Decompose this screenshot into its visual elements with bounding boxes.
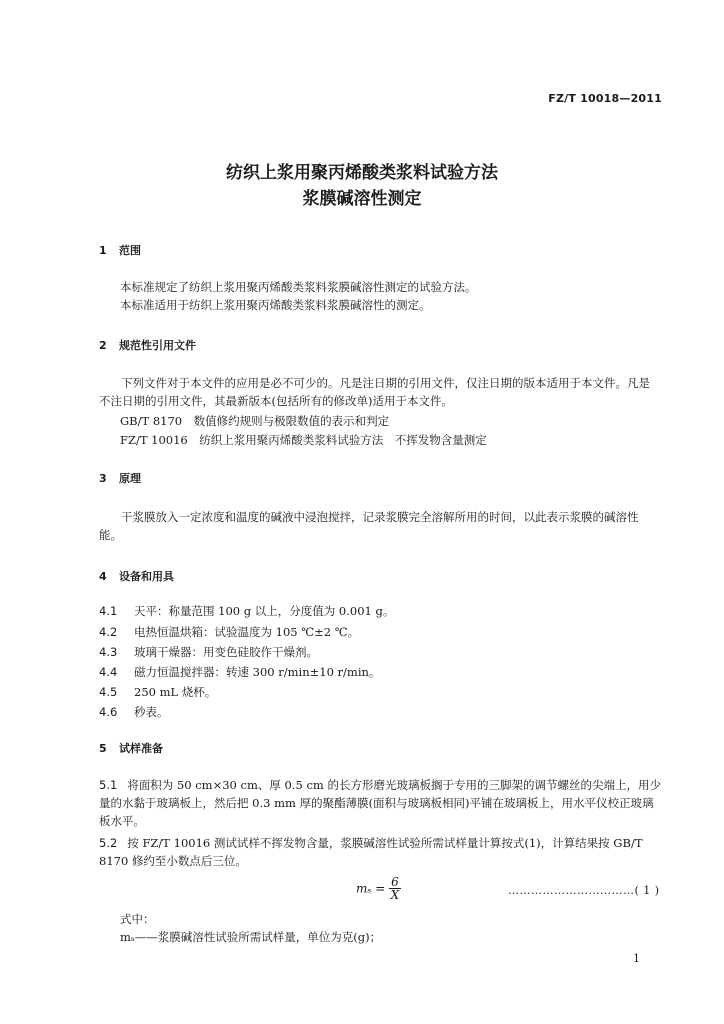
fraction [389, 876, 401, 902]
numerator: 6 [391, 875, 399, 889]
section-heading-2 [99, 337, 196, 353]
item-text: 磁力恒温搅拌器：转速 300 r/min±10 r/min。 [134, 665, 381, 679]
item-text: 秒表。 [134, 705, 169, 719]
normative-reference: GB/T 8170 数值修约规则与极限数值的表示和判定 [120, 414, 390, 428]
clause-5-2 [99, 834, 661, 870]
equation-1 [356, 876, 401, 902]
page-number: 1 [633, 952, 640, 965]
item-number: 4.1 [99, 604, 118, 618]
clause-text: 按 FZ/T 10016 测试试样不挥发物含量，浆膜碱溶性试验所需试样量计算按式(1)，计算结果按 GB/T 8170 修约至小数点后三位。 [99, 836, 643, 868]
item-text: 玻璃干燥器：用变色硅胶作干燥剂。 [134, 645, 318, 659]
section-heading-1 [99, 242, 141, 258]
list-item [99, 603, 394, 619]
equation-leader [508, 884, 660, 897]
item-number: 4.2 [99, 625, 118, 639]
item-number: 4.6 [99, 705, 118, 719]
standard-number: FZ/T 10018—2011 [548, 92, 662, 105]
item-text: 250 mL 烧杯。 [134, 685, 217, 699]
section-title: 设备和用具 [119, 570, 174, 583]
list-item [99, 644, 318, 660]
list-item [99, 704, 169, 720]
section-number: 5 [99, 742, 107, 755]
clause-text: 将面积为 50 cm×30 cm、厚 0.5 cm 的长方形磨光玻璃板搁于专用的三脚架的调节螺丝的尖端上，用少量的水黏于玻璃板上，然后把 0.3 mm 厚的聚酯薄膜(面积与玻璃板相同)平铺在玻璃板上，用水平仪校正玻璃板水平。 [99, 778, 661, 828]
item-number: 4.5 [99, 685, 118, 699]
list-item [99, 684, 216, 700]
equation-lhs: mₛ = [356, 881, 386, 896]
where-label: 式中： [120, 912, 155, 926]
section-title: 范围 [119, 244, 141, 257]
paragraph: 下列文件对于本文件的应用是必不可少的。凡是注日期的引用文件，仅注日期的版本适用于本文件。凡是不注日期的引用文件，其最新版本(包括所有的修改单)适用于本文件。 [99, 376, 650, 408]
section-number: 2 [99, 339, 107, 352]
section-number: 1 [99, 244, 107, 257]
paragraph: 干浆膜放入一定浓度和温度的碱液中浸泡搅拌，记录浆膜完全溶解所用的时间，以此表示浆膜的碱溶性能。 [99, 510, 639, 542]
item-text: 电热恒温烘箱：试验温度为 105 ℃±2 ℃。 [134, 625, 360, 639]
section-heading-4 [99, 568, 174, 584]
item-number: 4.4 [99, 665, 118, 679]
document-subtitle: 浆膜碱溶性测定 [302, 189, 422, 209]
clause-number: 5.2 [99, 836, 118, 850]
section-number: 3 [99, 472, 107, 485]
item-number: 4.3 [99, 645, 118, 659]
section-title: 规范性引用文件 [119, 339, 196, 352]
section-heading-3 [99, 470, 141, 486]
paragraph: 本标准规定了纺织上浆用聚丙烯酸类浆料浆膜碱溶性测定的试验方法。 [120, 280, 477, 294]
list-item [99, 664, 380, 680]
denominator: X [390, 888, 400, 902]
document-title: 纺织上浆用聚丙烯酸类浆料试验方法 [226, 163, 498, 183]
item-text: 天平：称量范围 100 g 以上，分度值为 0.001 g。 [134, 604, 395, 618]
section-number: 4 [99, 570, 107, 583]
normative-reference: FZ/T 10016 纺织上浆用聚丙烯酸类浆料试验方法 不挥发物含量测定 [120, 433, 487, 447]
paragraph: 本标准适用于纺织上浆用聚丙烯酸类浆料浆膜碱溶性的测定。 [120, 298, 431, 312]
variable-definition: mₛ——浆膜碱溶性试验所需试样量，单位为克(g)； [120, 930, 382, 944]
leader-dots: …………………………… [508, 884, 635, 897]
section-title: 试样准备 [119, 742, 163, 755]
clause-number: 5.1 [99, 778, 118, 792]
list-item [99, 624, 359, 640]
section-title: 原理 [119, 472, 141, 485]
equation-number: ( 1 ) [634, 884, 660, 897]
section-heading-5 [99, 740, 163, 756]
clause-5-1 [99, 776, 661, 830]
